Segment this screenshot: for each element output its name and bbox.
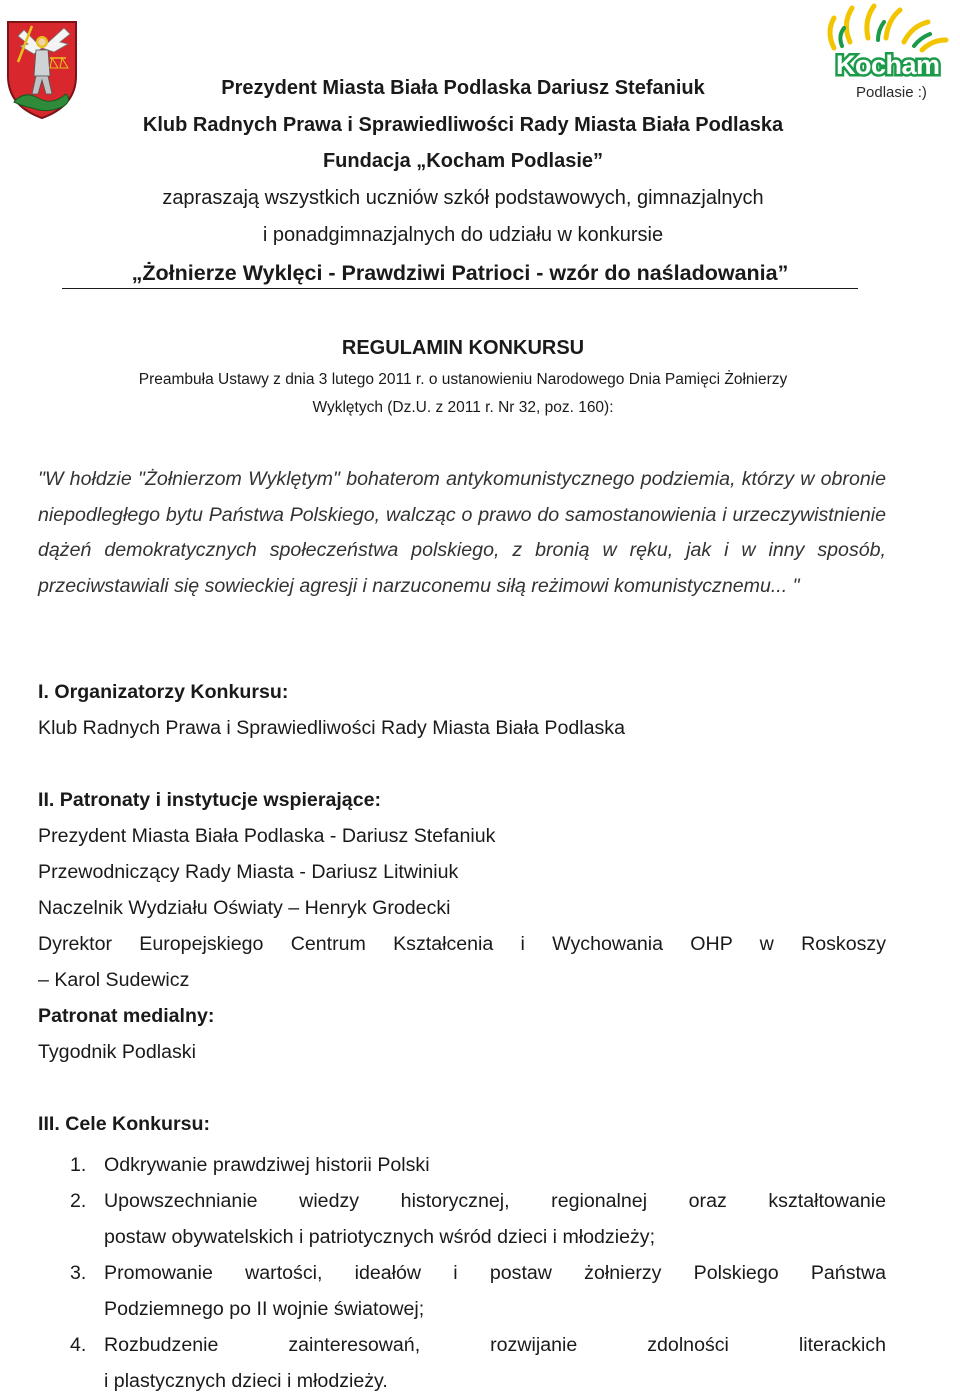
preamble-quote: "W hołdzie "Żołnierzom Wyklętym" bohaterom antykomunistycznego podziemia, którzy w obronie niepodległego bytu Państwa Polskiego, walcząc o prawo do samostanowienia i urzeczywistnienie dążeń demokratycznych społeczeństwa polskiego, z bronią w ręku, jak i w inny sposób, przeciwstawiali się sowieckiej agresji i narzuconemu siłą reżimowi komunistycznemu... "	[38, 468, 886, 597]
header-line-invite: zapraszają wszystkich uczniów szkół podstawowych, gimnazjalnych	[162, 187, 764, 209]
patron-item: Prezydent Miasta Biała Podlaska - Dariusz Stefaniuk	[38, 825, 496, 847]
header-line-president: Prezydent Miasta Biała Podlaska Dariusz Stefaniuk	[221, 77, 705, 99]
goal-number: 2.	[70, 1190, 87, 1212]
goal-text: Promowanie wartości, ideałów i postaw żołnierzy Polskiego Państwa	[104, 1262, 886, 1284]
media-patron-heading: Patronat medialny:	[38, 1005, 215, 1027]
kocham-subtitle: Podlasie :)	[856, 84, 927, 101]
coat-of-arms-logo	[2, 18, 82, 122]
patron-item: – Karol Sudewicz	[38, 969, 190, 991]
preamble-line-2: Wyklętych (Dz.U. z 2011 r. Nr 32, poz. 160):	[312, 399, 614, 416]
section-1-body: Klub Radnych Prawa i Sprawiedliwości Rady Miasta Biała Podlaska	[38, 717, 625, 739]
patron-item: Naczelnik Wydziału Oświaty – Henryk Grodecki	[38, 897, 451, 919]
kocham-word: Kocham	[836, 50, 940, 80]
section-3-heading: III. Cele Konkursu:	[38, 1113, 211, 1135]
goal-text: Upowszechnianie wiedzy historycznej, regionalnej oraz kształtowanie	[104, 1190, 886, 1212]
header-line-club: Klub Radnych Prawa i Sprawiedliwości Rady Miasta Biała Podlaska	[142, 114, 784, 136]
goal-text: i plastycznych dzieci i młodzieży.	[104, 1370, 388, 1392]
section-2-heading: II. Patronaty i instytucje wspierające:	[38, 789, 382, 811]
regulamin-title: REGULAMIN KONKURSU	[341, 337, 585, 359]
goal-number: 1.	[70, 1154, 87, 1176]
goal-text: Rozbudzenie zainteresowań, rozwijanie zdolności literackich	[104, 1334, 886, 1356]
patron-item: Dyrektor Europejskiego Centrum Kształcenia i Wychowania OHP w Roskoszy	[38, 933, 886, 955]
goal-number: 3.	[70, 1262, 87, 1284]
goal-number: 4.	[70, 1334, 87, 1356]
preamble-line-1: Preambuła Ustawy z dnia 3 lutego 2011 r. o ustanowieniu Narodowego Dnia Pamięci Żołnierzy	[138, 371, 788, 388]
kocham-podlasie-logo	[812, 2, 954, 118]
section-1-heading: I. Organizatorzy Konkursu:	[38, 681, 289, 703]
contest-title: „Żołnierze Wyklęci - Prawdziwi Patrioci - wzór do naśladowania”	[62, 260, 858, 289]
goal-text: Podziemnego po II wojnie światowej;	[104, 1298, 425, 1320]
header-line-foundation: Fundacja „Kocham Podlasie”	[322, 150, 604, 172]
goal-text: Odkrywanie prawdziwej historii Polski	[104, 1154, 430, 1176]
media-patron-name: Tygodnik Podlaski	[38, 1041, 196, 1063]
goal-text: postaw obywatelskich i patriotycznych wśród dzieci i młodzieży;	[104, 1226, 656, 1248]
header-line-invite-2: i ponadgimnazjalnych do udziału w konkursie	[262, 224, 664, 246]
patron-item: Przewodniczący Rady Miasta - Dariusz Litwiniuk	[38, 861, 459, 883]
